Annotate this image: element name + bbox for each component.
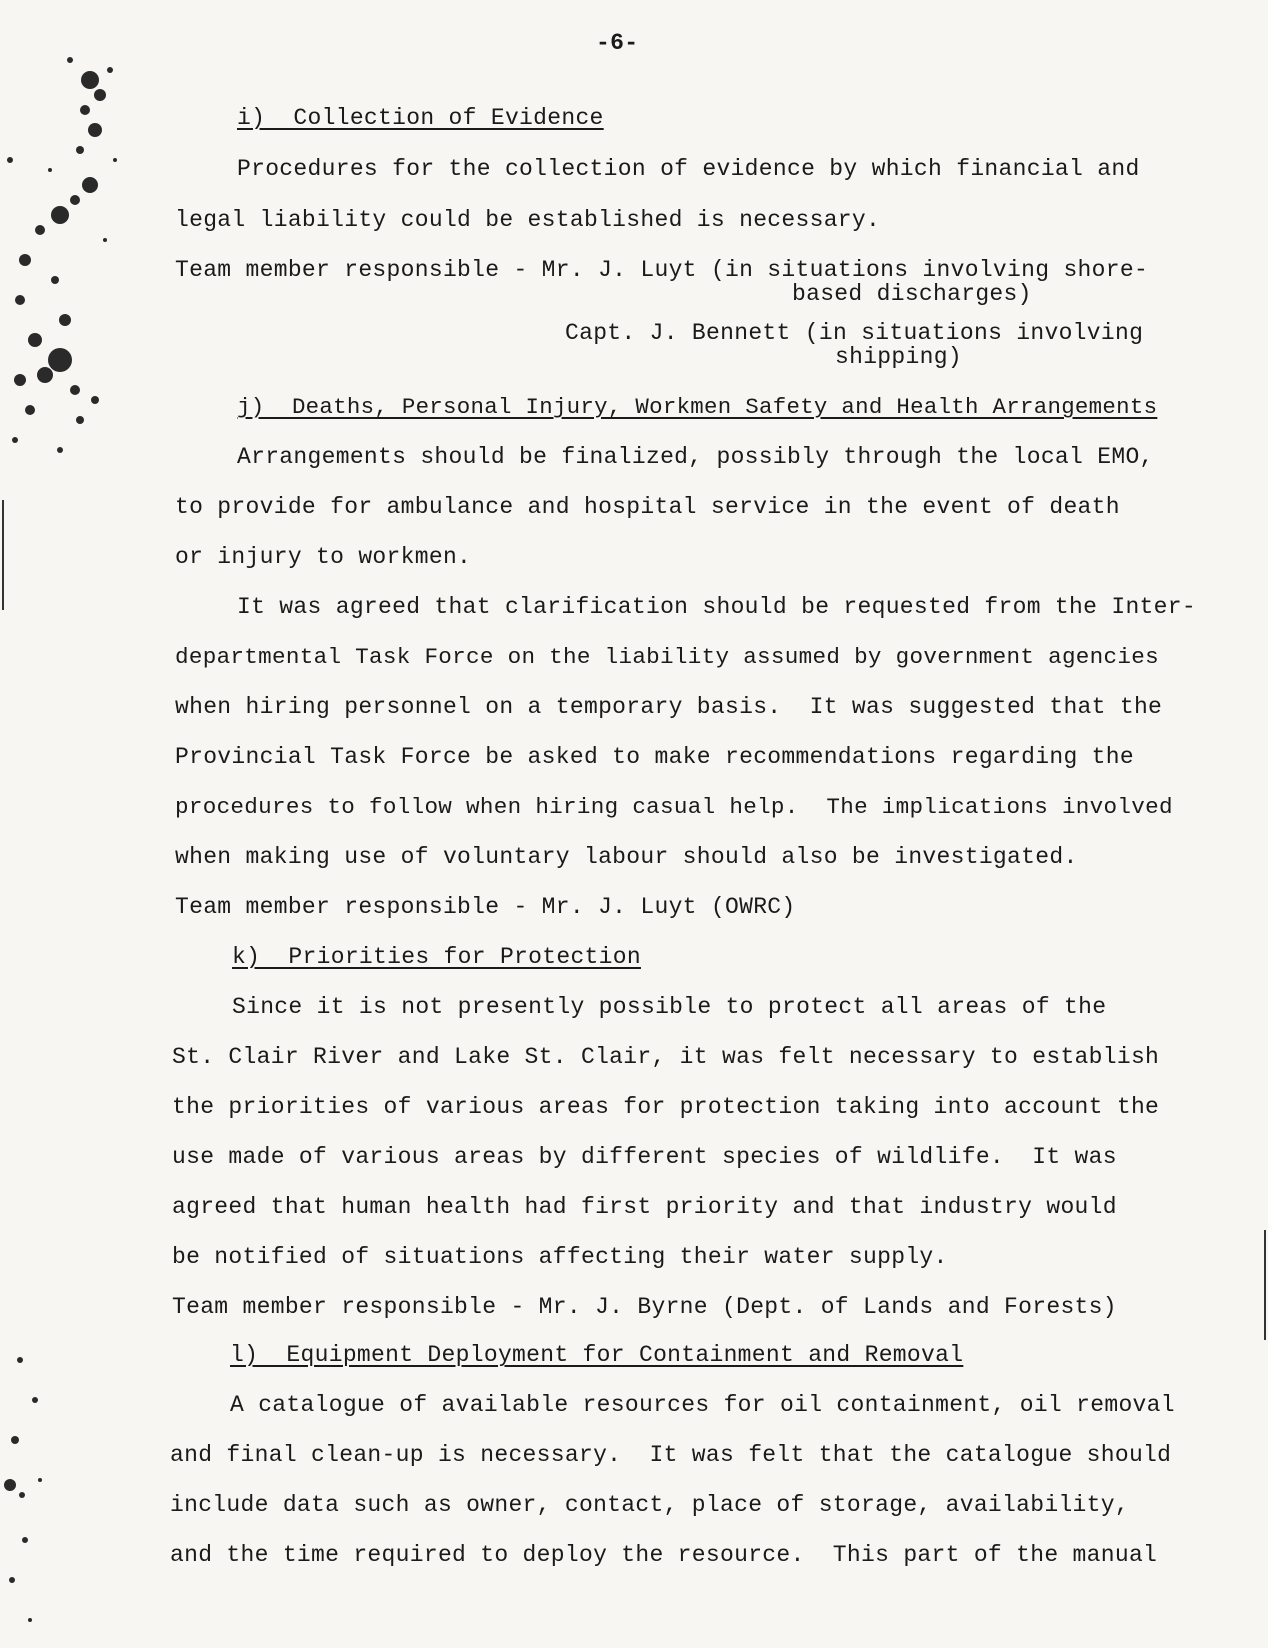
section-l-heading: l) Equipment Deployment for Containment and Removal [230, 1342, 964, 1368]
section-i-para-line: legal liability could be established is necessary. [175, 207, 881, 233]
section-k-para-line: use made of various areas by different species of wildlife. It was [172, 1144, 1117, 1170]
section-j-para1-line: to provide for ambulance and hospital service in the event of death [175, 494, 1120, 520]
section-k-team-responsible: Team member responsible - Mr. J. Byrne (Dept. of Lands and Forests) [172, 1294, 1117, 1320]
section-i-team-responsible: Team member responsible - Mr. J. Luyt (in situations involving shore- [175, 257, 1149, 283]
section-i-team-responsible-cont: based discharges) [792, 281, 1032, 307]
section-j-para2-line: when making use of voluntary labour should also be investigated. [175, 844, 1078, 870]
section-l-para-line: include data such as owner, contact, place of storage, availability, [170, 1492, 1129, 1518]
section-k-heading: k) Priorities for Protection [232, 944, 641, 970]
section-j-para1-line: Arrangements should be finalized, possibly through the local EMO, [237, 444, 1154, 470]
section-j-para1-line: or injury to workmen. [175, 544, 472, 570]
section-l-para-line: A catalogue of available resources for oil containment, oil removal [230, 1392, 1175, 1418]
section-j-para2-line: departmental Task Force on the liability assumed by government agencies [175, 644, 1159, 670]
section-j-para2-line: It was agreed that clarification should be requested from the Inter- [237, 594, 1196, 620]
section-j-team-responsible: Team member responsible - Mr. J. Luyt (OWRC) [175, 894, 796, 920]
scan-edge-line-right [1264, 1230, 1266, 1340]
section-l-para-line: and the time required to deploy the resource. This part of the manual [170, 1542, 1158, 1568]
section-l-para-line: and final clean-up is necessary. It was felt that the catalogue should [170, 1442, 1172, 1468]
section-k-para-line: Since it is not presently possible to protect all areas of the [232, 994, 1107, 1020]
section-k-para-line: be notified of situations affecting their water supply. [172, 1244, 948, 1270]
section-k-para-line: agreed that human health had first priority and that industry would [172, 1194, 1117, 1220]
section-k-para-line: St. Clair River and Lake St. Clair, it was felt necessary to establish [172, 1044, 1160, 1070]
scan-edge-line [2, 500, 4, 610]
section-j-para2-line: when hiring personnel on a temporary basis. It was suggested that the [175, 694, 1163, 720]
page-number: -6- [596, 30, 639, 56]
section-i-team-secondary-cont: shipping) [835, 344, 962, 370]
section-j-para2-line: procedures to follow when hiring casual help. The implications involved [175, 794, 1173, 820]
section-i-para-line: Procedures for the collection of evidence by which financial and [237, 156, 1140, 182]
section-j-para2-line: Provincial Task Force be asked to make recommendations regarding the [175, 744, 1134, 770]
section-i-team-secondary: Capt. J. Bennett (in situations involving [565, 320, 1144, 346]
section-i-heading: i) Collection of Evidence [237, 105, 604, 131]
section-j-heading: j) Deaths, Personal Injury, Workmen Safety and Health Arrangements [237, 394, 1158, 420]
section-k-para-line: the priorities of various areas for protection taking into account the [172, 1094, 1160, 1120]
ink-speckle-decoration [0, 0, 130, 520]
ink-speckle-decoration-lower [0, 1320, 70, 1648]
